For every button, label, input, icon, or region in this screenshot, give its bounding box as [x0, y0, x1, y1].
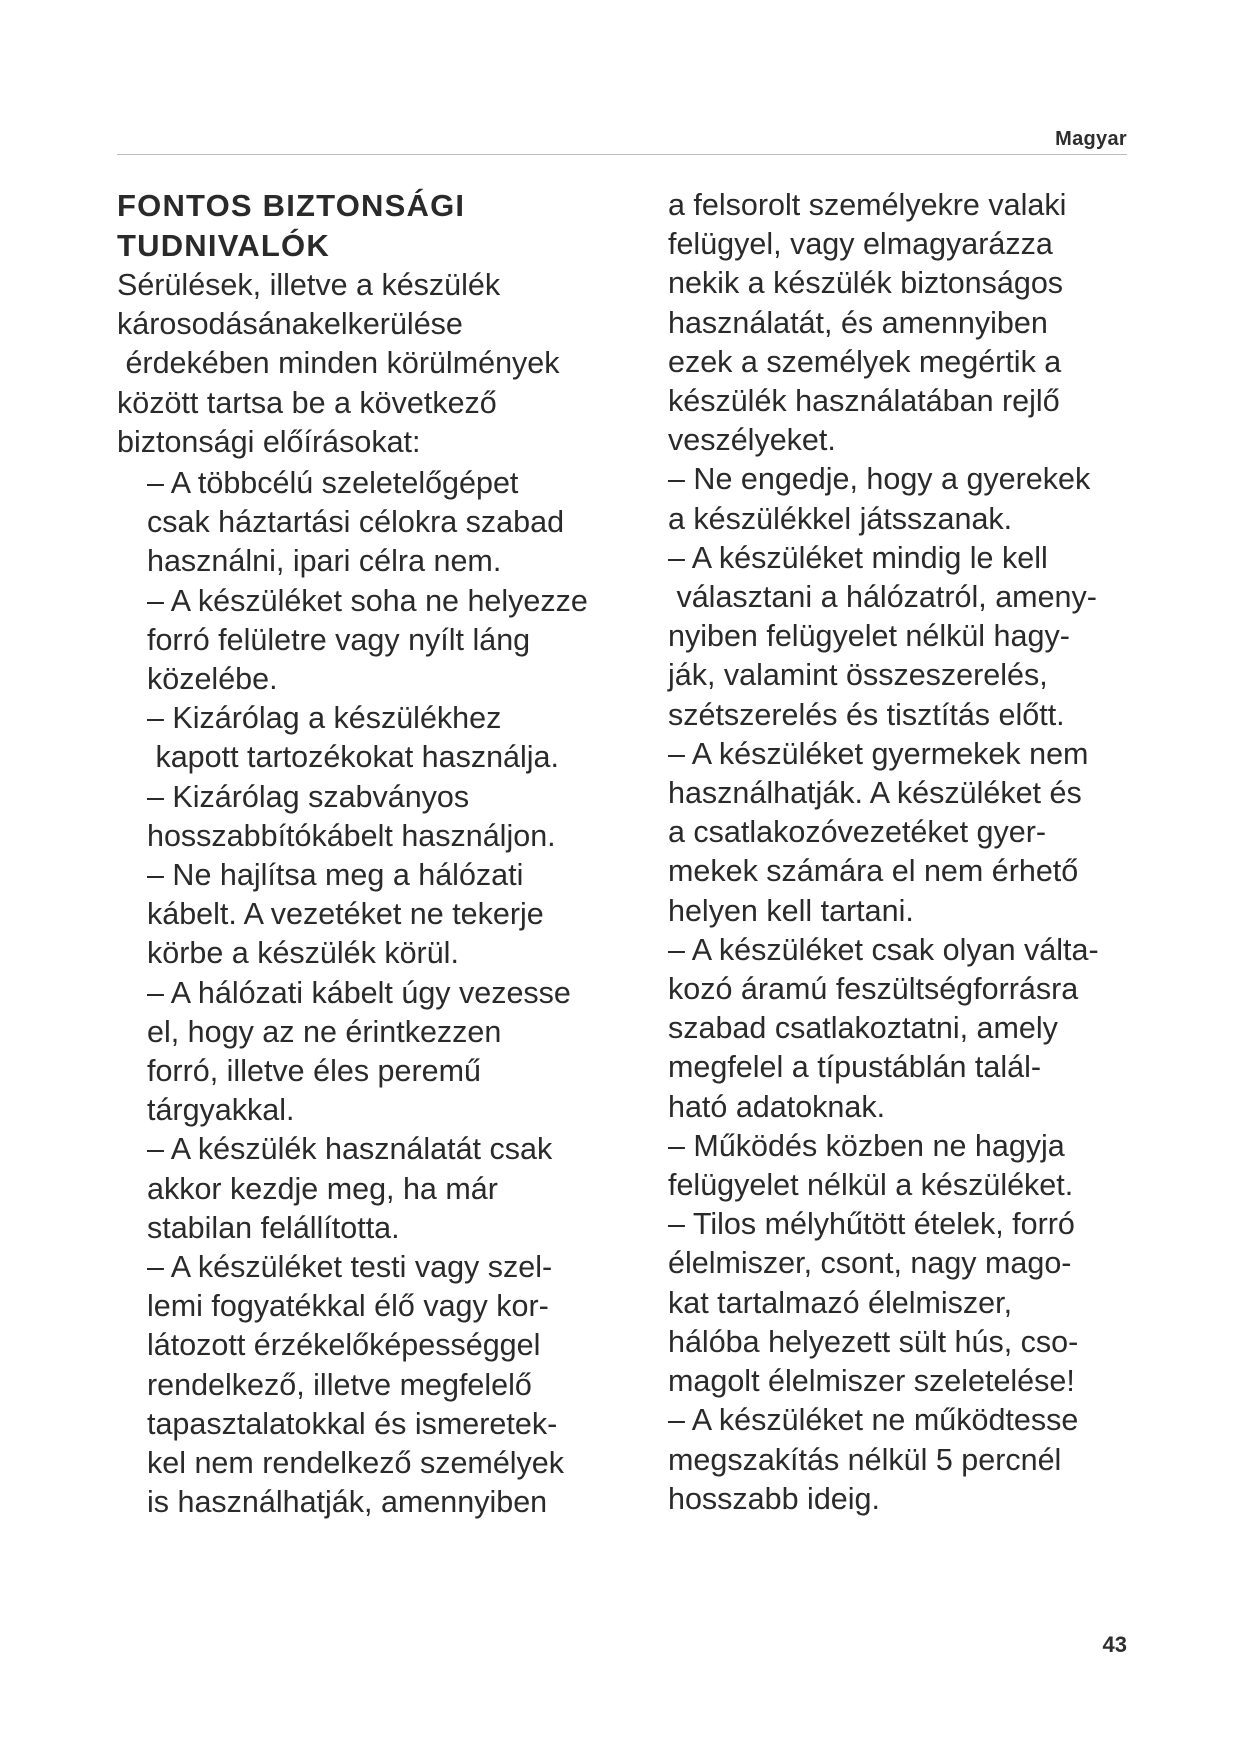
list-line: kel nem rendelkező személyek — [147, 1446, 565, 1481]
text-line: a felsorolt személyekre valaki — [668, 188, 1067, 222]
text-line: – A készüléket csak olyan válta- — [668, 932, 1099, 967]
list-line: is használhatják, amennyiben — [147, 1485, 548, 1520]
list-line: – A készülék használatát csak — [147, 1132, 553, 1167]
text-line: mekek számára el nem érhető — [668, 854, 1079, 889]
text-line: választani a hálózatról, ameny- — [668, 580, 1097, 615]
list-line: – A készüléket soha ne helyezze — [147, 583, 588, 618]
text-line: megszakítás nélkül 5 percnél — [668, 1442, 1062, 1477]
text-line: – Tilos mélyhűtött ételek, forró — [668, 1207, 1075, 1242]
text-line: hálóba helyezett sült hús, cso- — [668, 1324, 1079, 1359]
text-line: – Ne engedje, hogy a gyerekek — [668, 462, 1091, 497]
intro-line: között tartsa be a következő — [117, 385, 497, 420]
list-line: – Kizárólag a készülékhez — [147, 701, 502, 736]
intro-paragraph — [117, 266, 637, 462]
text-line: a készülékkel játsszanak. — [668, 501, 1013, 536]
text-line: nyiben felügyelet nélkül hagy- — [668, 619, 1070, 654]
safety-list-left — [117, 464, 637, 1522]
text-line: magolt élelmiszer szeletelése! — [668, 1364, 1075, 1399]
text-line: felügyel, vagy elmagyarázza — [668, 227, 1053, 262]
list-line: – Kizárólag szabványos — [147, 779, 470, 814]
text-line: készülék használatában rejlő — [668, 384, 1060, 419]
text-line: hosszabb ideig. — [668, 1481, 880, 1516]
page-number: 43 — [1102, 1632, 1127, 1657]
intro-line: biztonsági előírásokat: — [117, 424, 421, 459]
text-line: a csatlakozóvezetéket gyer- — [668, 815, 1047, 850]
text-line: nekik a készülék biztonságos — [668, 266, 1064, 301]
list-line: csak háztartási célokra szabad — [147, 505, 565, 540]
text-line: – A készüléket ne működtesse — [668, 1403, 1079, 1438]
intro-line: károsodásánakelkerülése — [117, 307, 463, 342]
text-line: ezek a személyek megértik a — [668, 344, 1062, 379]
text-line: – A készüléket mindig le kell — [668, 540, 1048, 575]
text-line: kozó áramú feszültségforrásra — [668, 972, 1079, 1007]
text-line: kat tartalmazó élelmiszer, — [668, 1285, 1013, 1320]
list-line: akkor kezdje meg, ha már — [147, 1171, 498, 1206]
list-line: forró, illetve éles peremű — [147, 1054, 481, 1089]
text-line: ják, valamint összeszerelés, — [668, 658, 1048, 693]
list-line: lemi fogyatékkal élő vagy kor- — [147, 1289, 549, 1324]
title-line: TUDNIVALÓK — [117, 228, 330, 263]
list-line: tapasztalatokkal és ismeretek- — [147, 1406, 558, 1441]
list-line: körbe a készülék körül. — [147, 936, 459, 971]
list-line: – A hálózati kábelt úgy vezesse — [147, 975, 571, 1010]
text-line: megfelel a típustáblán talál- — [668, 1050, 1041, 1085]
text-line: használatát, és amennyiben — [668, 305, 1048, 340]
list-line: kapott tartozékokat használja. — [147, 740, 559, 775]
list-line: – A többcélú szeletelőgépet — [147, 466, 519, 501]
text-line: – A készüléket gyermekek nem — [668, 736, 1089, 771]
list-line: tárgyakkal. — [147, 1093, 295, 1128]
list-line: – A készüléket testi vagy szel- — [147, 1250, 553, 1285]
list-line: forró felületre vagy nyílt láng — [147, 622, 531, 657]
list-line: látozott érzékelőképességgel — [147, 1328, 541, 1363]
text-line: használhatják. A készüléket és — [668, 776, 1082, 811]
header-divider — [117, 154, 1127, 155]
list-line: közelébe. — [147, 662, 278, 697]
list-line: használni, ipari célra nem. — [147, 544, 502, 579]
right-column — [668, 186, 1138, 1519]
list-line: – Ne hajlítsa meg a hálózati — [147, 858, 524, 893]
text-line: felügyelet nélkül a készüléket. — [668, 1168, 1074, 1203]
text-line: szabad csatlakoztatni, amely — [668, 1011, 1058, 1046]
list-line: stabilan felállította. — [147, 1210, 400, 1245]
list-line: hosszabbítókábelt használjon. — [147, 818, 556, 853]
left-column — [117, 186, 637, 1523]
text-line: szétszerelés és tisztítás előtt. — [668, 697, 1065, 732]
title-line: FONTOS BIZTONSÁGI — [117, 188, 466, 223]
list-line: kábelt. A vezetéket ne tekerje — [147, 897, 544, 932]
list-line: rendelkező, illetve megfelelő — [147, 1367, 532, 1402]
text-line: veszélyeket. — [668, 423, 836, 458]
section-title — [117, 186, 637, 266]
text-line: ható adatoknak. — [668, 1089, 886, 1124]
text-line: – Működés közben ne hagyja — [668, 1128, 1065, 1163]
intro-line: Sérülések, illetve a készülék — [117, 268, 501, 302]
intro-line: érdekében minden körülmények — [117, 346, 560, 381]
text-line: helyen kell tartani. — [668, 893, 914, 928]
text-line: élelmiszer, csont, nagy mago- — [668, 1246, 1072, 1281]
language-label: Magyar — [1055, 128, 1127, 150]
list-line: el, hogy az ne érintkezzen — [147, 1014, 502, 1049]
